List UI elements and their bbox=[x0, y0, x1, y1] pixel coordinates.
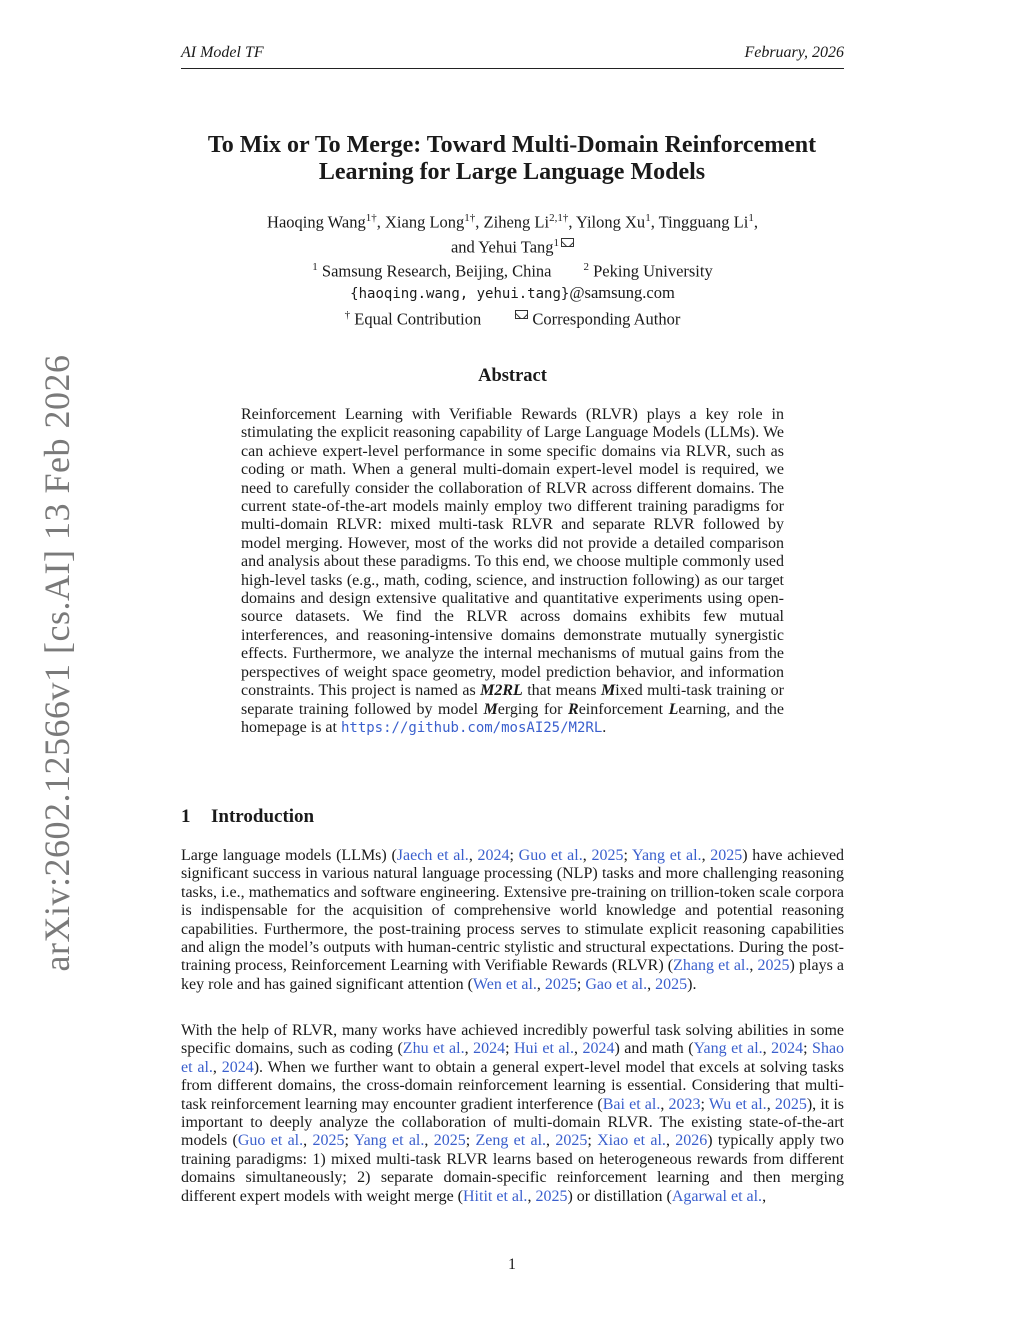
citation-link[interactable]: Gao et al. bbox=[585, 975, 648, 993]
author-name: Haoqing Wang bbox=[267, 212, 366, 232]
author-affiliation: 1† bbox=[464, 212, 476, 224]
title-line-1: To Mix or To Merge: Toward Multi-Domain Reinforcement bbox=[207, 132, 817, 158]
email-names: {haoqing.wang, yehui.tang} bbox=[350, 285, 570, 302]
citation-link[interactable]: 2025 bbox=[710, 847, 743, 864]
author-affiliation: 1 bbox=[553, 236, 560, 249]
email-domain: @samsung.com bbox=[569, 282, 675, 302]
citation-link[interactable]: Yang et al. bbox=[693, 1040, 763, 1058]
affiliation-1: Samsung Research, Beijing, China bbox=[321, 261, 552, 281]
abstract-heading: Abstract bbox=[478, 366, 547, 386]
project-name: M2RL bbox=[480, 682, 523, 700]
citation-link[interactable]: Hitit et al. bbox=[463, 1187, 528, 1205]
citation-link[interactable]: 2024 bbox=[221, 1058, 254, 1076]
citation-link[interactable]: 2025 bbox=[591, 847, 624, 864]
citation-link[interactable]: 2026 bbox=[675, 1132, 708, 1150]
citation-link[interactable]: Zhu et al. bbox=[402, 1040, 465, 1058]
author-name: Yehui Tang bbox=[478, 237, 554, 256]
homepage-link[interactable]: https://github.com/mosAI25/M2RL bbox=[340, 719, 603, 736]
affiliations: $^1$ Samsung Research, Beijing, China $^2$ Peking University bbox=[312, 261, 713, 281]
citation-link[interactable]: Wu et al. bbox=[708, 1095, 767, 1113]
citation-link[interactable]: 2025 bbox=[433, 1132, 466, 1150]
citation-link[interactable]: Hui et al. bbox=[513, 1040, 574, 1058]
citation-link[interactable]: 2024 bbox=[771, 1040, 804, 1058]
citation-link[interactable]: Yang et al. bbox=[353, 1132, 425, 1150]
corresponding-author-note: Corresponding Author bbox=[532, 309, 681, 328]
equal-contribution-note: Equal Contribution bbox=[354, 309, 482, 328]
citation-link[interactable]: 2024 bbox=[582, 1040, 615, 1058]
citation-link[interactable]: Wen et al. bbox=[472, 975, 537, 993]
author-affiliation: 1 bbox=[645, 212, 651, 224]
page-number: 1 bbox=[508, 1256, 516, 1273]
citation-link[interactable]: Guo et al. bbox=[518, 847, 583, 864]
envelope-icon bbox=[561, 238, 574, 247]
citation-link[interactable]: Shao et al. bbox=[181, 1040, 845, 1076]
section-number: 1 bbox=[181, 806, 191, 827]
citation-link[interactable]: Yang et al. bbox=[632, 847, 702, 864]
citation-link[interactable]: Bai et al. bbox=[602, 1095, 661, 1113]
intro-paragraph-2: With the help of RLVR, many works have achieved incredibly powerful task solving abilities in some specific domains, such as coding (Zhu et al., 2024; Hui et al., 2024) and math (Yang et al., 2024; Shao et al., 2024). When we further want to obtain a general expert-level model that excels at solving tasks from different domains, the cross-domain reinforcement learning is essential. Considering that multi-task reinforcement learning may encounter gradient interference (Bai et al., 2023; Wu et al., 2025), it is important to deeply analyze the collaboration of multi-domain RLVR. The existing state-of-the-art models (Guo et al., 2025; Yang et al., 2025; Zeng et al., 2025; Xiao et al., 2026) typically apply two training paradigms: 1) mixed multi-task RLVR learns based on heterogeneous rewards from different domains simultaneously; 2) separate domain-specific reinforcement learning and then merging different expert models with weight merge (Hitit et al., 2025) or distillation (Agarwal et al., bbox=[181, 1022, 845, 1205]
intro-paragraph-1: Large language models (LLMs) (Jaech et al., 2024; Guo et al., 2025; Yang et al., 2025) have achieved significant success in various natural language processing (NLP) tasks and more challenging reasoning tasks, i.e., mathematics and software engineering. Extensive pre-training on trillion-token scale corpora is indispensable for the acquisition of comprehensive world knowledge and potential reasoning capabilities. Furthermore, the post-training process serves to stimulate explicit reasoning capabilities and align the model’s outputs with human-centric stylistic and structural expectations. During the post-training process, Reinforcement Learning with Verifiable Rewards (RLVR) (Zhang et al., 2025) plays a key role and has gained significant attention (Wen et al., 2025; Gao et al., 2025). bbox=[181, 847, 845, 993]
contribution-notes: † Equal Contribution Corresponding Author bbox=[344, 308, 681, 328]
author-name: Ziheng Li bbox=[483, 212, 550, 232]
affiliation-2: Peking University bbox=[593, 261, 713, 281]
citation-link[interactable]: Agarwal et al. bbox=[671, 1187, 763, 1205]
citation-link[interactable]: 2025 bbox=[774, 1095, 807, 1113]
running-header bbox=[181, 44, 844, 69]
citation-link[interactable]: 2025 bbox=[757, 957, 790, 975]
header-left: AI Model TF bbox=[181, 44, 264, 61]
header-date: February, 2026 bbox=[744, 44, 844, 61]
section-title: Introduction bbox=[211, 806, 315, 827]
section-heading-introduction bbox=[181, 806, 314, 828]
author-affiliation: 1† bbox=[365, 212, 377, 224]
citation-link[interactable]: 2025 bbox=[544, 975, 577, 993]
author-name: Xiang Long bbox=[385, 212, 465, 232]
citation-link[interactable]: Zeng et al. bbox=[475, 1132, 547, 1150]
citation-link[interactable]: 2025 bbox=[535, 1187, 568, 1205]
author-affiliation: 1 bbox=[748, 212, 754, 224]
envelope-icon bbox=[515, 310, 528, 319]
citation-link[interactable]: 2023 bbox=[668, 1095, 701, 1113]
citation-link[interactable]: Jaech et al. bbox=[396, 847, 469, 864]
author-name: Tingguang Li bbox=[658, 212, 749, 232]
email-line bbox=[181, 282, 844, 305]
author-name: Yilong Xu bbox=[575, 212, 646, 232]
author-line-2: and Yehui Tang$^1$ bbox=[181, 233, 844, 258]
author-affiliation: 2,1† bbox=[549, 212, 569, 224]
citation-link[interactable]: 2024 bbox=[473, 1040, 506, 1058]
citation-link[interactable]: 2025 bbox=[555, 1132, 588, 1150]
citation-link[interactable]: 2025 bbox=[655, 975, 688, 993]
arxiv-identifier: arXiv:2602.12566v1 [cs.AI] 13 Feb 2026 bbox=[37, 354, 77, 972]
citation-link[interactable]: 2025 bbox=[312, 1132, 345, 1150]
paper-title bbox=[150, 132, 874, 186]
citation-link[interactable]: 2024 bbox=[477, 847, 510, 864]
abstract-body: Reinforcement Learning with Verifiable Rewards (RLVR) plays a key role in stimulating the explicit reasoning capability of Large Language Models (LLMs). We can achieve expert-level performance in some specific domains via RLVR, such as coding or math. When a general multi-domain expert-level model is required, we need to carefully consider the collaboration of RLVR across different domains. The current state-of-the-art models mainly employ two different training paradigms for multi-domain RLVR: mixed multi-task RLVR and separate RLVR followed by model merging. However, most of the works did not provide a detailed comparison and analysis about these paradigms. To this end, we choose multiple commonly used high-level tasks (e.g., math, coding, science, and instruction following) as our target domains and design extensive qualitative and quantitative experiments using open-source datasets. We find the RLVR across domains exhibits few mutual interferences, and reasoning-intensive domains demonstrate mutually synergistic effects. Furthermore, we analyze the internal mechanisms of mutual gains from the perspectives of weight space geometry, model prediction behavior, and information constraints. This project is named as M2RL that means Mixed multi-task training or separate training followed by model Merging for Reinforcement Learning, and the homepage is at https://github.com/mosAI25/M2RL. bbox=[241, 406, 784, 736]
citation-link[interactable]: Guo et al. bbox=[237, 1132, 304, 1150]
title-line-2: Learning for Large Language Models bbox=[318, 159, 706, 185]
citation-link[interactable]: Xiao et al. bbox=[597, 1132, 666, 1150]
author-line-1: Haoqing Wang$^{1\dagger}$, Xiang Long$^{1\dagger}$, Ziheng $Li^{2,1\dagger}$, Yilong Xu$^1$, Tingguang Li$^1$, bbox=[267, 212, 758, 232]
citation-link[interactable]: Zhang et al. bbox=[673, 957, 750, 975]
author-block bbox=[181, 208, 844, 329]
